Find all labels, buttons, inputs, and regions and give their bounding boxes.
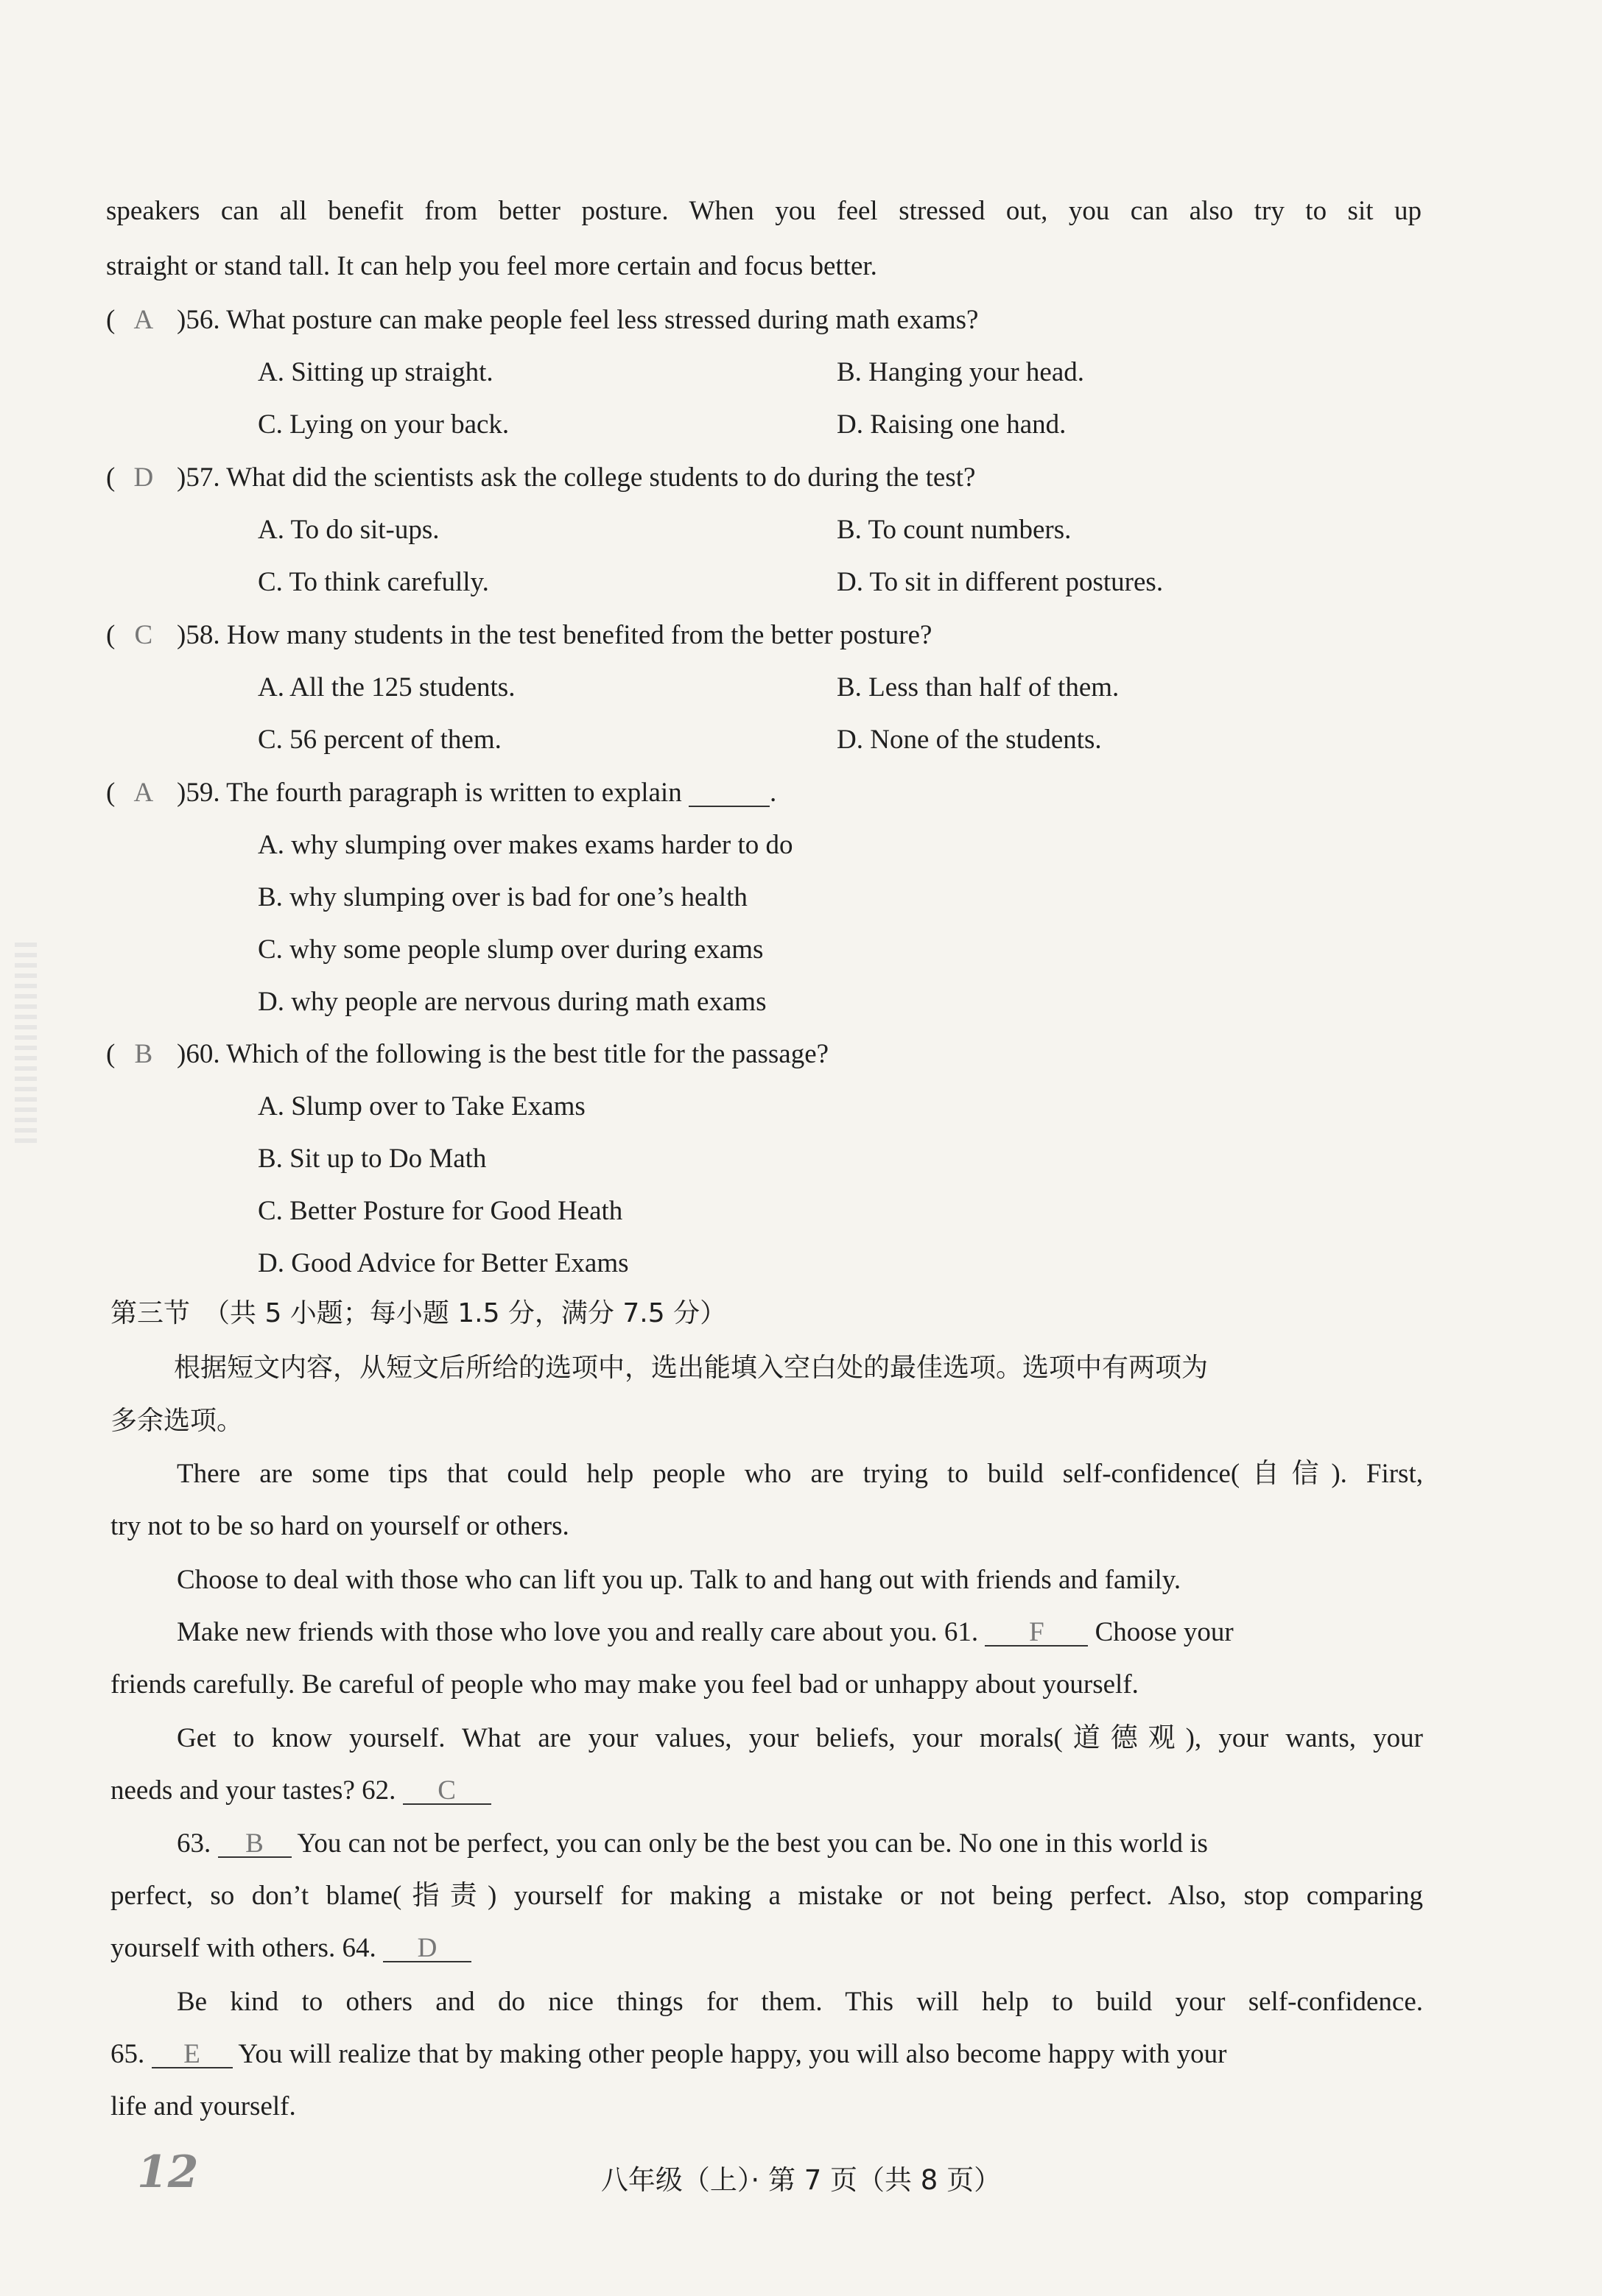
blank-64: D (383, 1936, 471, 1962)
intro-line-1: speakers can all benefit from better posture. When you feel stressed out, you can also try to sit up (106, 196, 1422, 226)
passage-p6-line3: life and yourself. (110, 2091, 296, 2121)
q58-option-d: D. None of the students. (837, 725, 1102, 755)
passage-p1-line1: There are some tips that could help people who are trying to build self-confidence(自信). First, (177, 1459, 1423, 1489)
passage-p6-text: You will realize that by making other people happy, you will also become happy with your (238, 2039, 1227, 2069)
passage-p6-line2 (110, 2038, 1226, 2071)
question-57-number: )57. (177, 462, 220, 493)
question-57-text: What did the scientists ask the college students to do during the test? (226, 462, 976, 493)
answer-57: D (133, 462, 154, 493)
q59-option-c: C. why some people slump over during exams (258, 934, 764, 965)
passage-p5-text: You can not be perfect, you can only be the best you can be. No one in this world is (297, 1828, 1208, 1859)
scan-edge-mark (15, 943, 37, 1149)
passage-p5-line3 (110, 1932, 471, 1965)
passage-p5-line2: perfect, so don’t blame(指责) yourself for making a mistake or not being perfect. Also, stop comparing (110, 1881, 1423, 1911)
blank-63: B (218, 1831, 292, 1858)
question-60-text: Which of the following is the best title for the passage? (226, 1039, 829, 1069)
q59-option-b: B. why slumping over is bad for one’s health (258, 882, 748, 912)
q58-option-c: C. 56 percent of them. (258, 725, 502, 755)
passage-p4-text: needs and your tastes? 62. (110, 1775, 396, 1806)
intro-line-2: straight or stand tall. It can help you feel more certain and focus better. (106, 251, 877, 281)
passage-p2: Choose to deal with those who can lift you up. Talk to and hang out with friends and family. (177, 1565, 1181, 1595)
question-60: ( B )60. Which of the following is the best title for the passage? (106, 1039, 829, 1069)
q58-option-a: A. All the 125 students. (258, 672, 516, 702)
passage-p5-line1 (177, 1828, 1208, 1860)
question-57: ( D )57. What did the scientists ask the college students to do during the test? (106, 462, 976, 493)
answer-56: A (133, 305, 154, 335)
q57-option-d: D. To sit in different postures. (837, 567, 1164, 597)
q57-option-c: C. To think carefully. (258, 567, 489, 597)
blank-65: E (152, 2042, 233, 2068)
passage-p5-tail: yourself with others. 64. (110, 1933, 376, 1963)
question-60-number: )60. (177, 1039, 220, 1069)
q60-option-c: C. Better Posture for Good Heath (258, 1196, 623, 1226)
passage-p6-line1: Be kind to others and do nice things for them. This will help to build your self-confidence. (177, 1987, 1423, 2017)
passage-p3-text: Make new friends with those who love you and really care about you. 61. (177, 1617, 979, 1647)
blank-62: C (403, 1778, 491, 1805)
page-footer-label: 八年级（上）· 第 7 页（共 8 页） (600, 2164, 1002, 2196)
question-58-text: How many students in the test benefited from the better posture? (226, 620, 932, 650)
q60-option-d: D. Good Advice for Better Exams (258, 1248, 629, 1278)
q56-option-b: B. Hanging your head. (837, 357, 1085, 387)
section-3-heading: 第三节 （共 5 小题；每小题 1.5 分，满分 7.5 分） (110, 1298, 727, 1328)
passage-p3-line1 (177, 1616, 1234, 1649)
section-3-instruction-2: 多余选项。 (110, 1406, 244, 1436)
q59-blank (689, 781, 770, 807)
passage-p4-line2 (110, 1775, 491, 1807)
q59-option-a: A. why slumping over makes exams harder to do (258, 830, 793, 860)
question-59-number: )59. (177, 778, 220, 808)
question-59: ( A )59. The fourth paragraph is written to explain . (106, 778, 777, 808)
q59-option-d: D. why people are nervous during math exams (258, 987, 767, 1017)
question-58: ( C )58. How many students in the test benefited from the better posture? (106, 620, 932, 650)
passage-p3-line2: friends carefully. Be careful of people who may make you feel bad or unhappy about yourself. (110, 1669, 1139, 1700)
passage-p1-line2: try not to be so hard on yourself or others. (110, 1511, 569, 1541)
q56-option-a: A. Sitting up straight. (258, 357, 493, 387)
question-58-number: )58. (177, 620, 220, 650)
question-56-number: )56. (177, 305, 220, 335)
passage-p4-line1: Get to know yourself. What are your values, your beliefs, your morals(道德观), your wants, your (177, 1723, 1423, 1753)
q57-option-b: B. To count numbers. (837, 515, 1072, 545)
page-number: 12 (137, 2147, 199, 2198)
passage-p6-number: 65. (110, 2039, 145, 2069)
question-56-text: What posture can make people feel less stressed during math exams? (226, 305, 979, 335)
question-56: ( A )56. What posture can make people feel less stressed during math exams? (106, 305, 979, 335)
passage-p5-number: 63. (177, 1828, 211, 1859)
answer-58: C (134, 620, 153, 650)
q56-option-d: D. Raising one hand. (837, 409, 1067, 440)
q56-option-c: C. Lying on your back. (258, 409, 510, 440)
answer-59: A (133, 778, 154, 808)
blank-61: F (985, 1620, 1088, 1647)
section-3-instruction-1: 根据短文内容，从短文后所给的选项中，选出能填入空白处的最佳选项。选项中有两项为 (174, 1353, 1209, 1383)
q60-option-a: A. Slump over to Take Exams (258, 1091, 586, 1121)
q58-option-b: B. Less than half of them. (837, 672, 1120, 702)
question-59-text: The fourth paragraph is written to explain (226, 778, 682, 808)
q60-option-b: B. Sit up to Do Math (258, 1144, 487, 1174)
passage-p3-tail: Choose your (1095, 1617, 1234, 1647)
q57-option-a: A. To do sit-ups. (258, 515, 440, 545)
answer-60: B (134, 1039, 153, 1069)
